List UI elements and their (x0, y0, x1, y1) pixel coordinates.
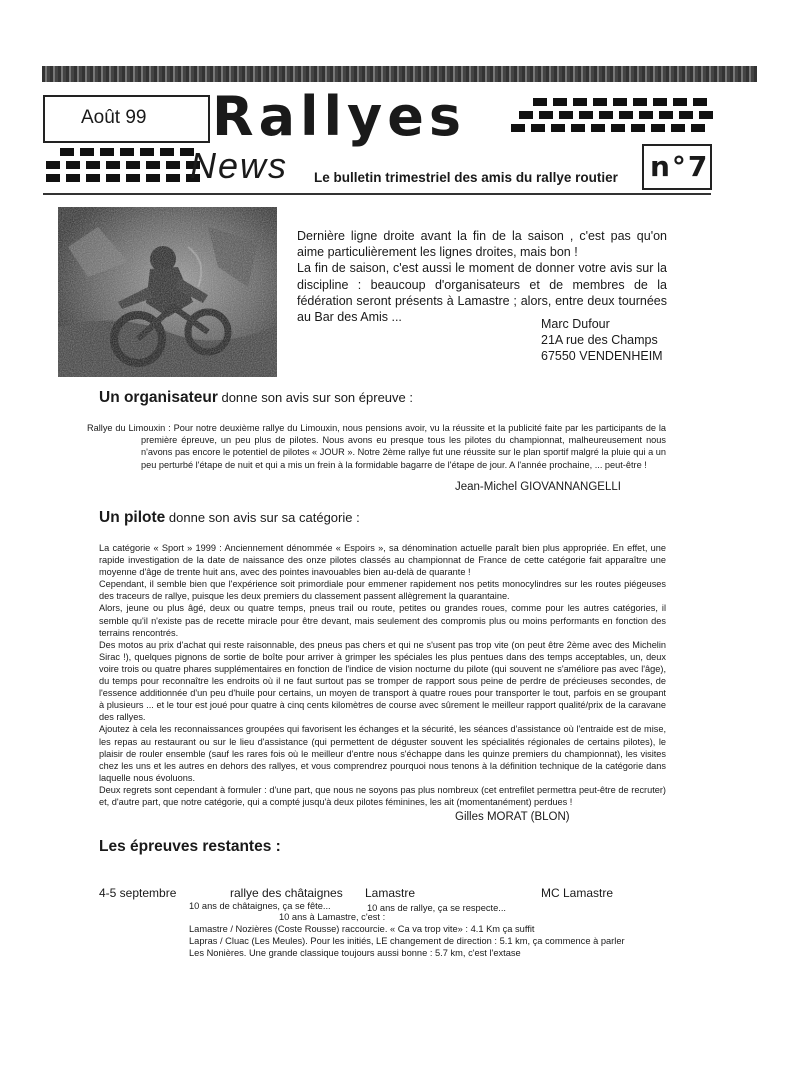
pilote-paragraph: Cependant, il semble bien que l'expérience soit primordiale pour emmener rapidement nos petits monocylindres sur les routes piégeuses des traceurs de rallye, puisque les deux premiers du classement passent allègrement la quarantaine. (99, 579, 666, 602)
address-city: 67550 VENDENHEIM (541, 349, 663, 364)
organisateur-text (87, 422, 666, 471)
pilote-heading (99, 509, 360, 527)
intro-paragraph: Dernière ligne droite avant la fin de la saison , c'est pas qu'on aime particulièrement les lignes droites, mais bon ! (297, 229, 667, 260)
checker-pattern-left (46, 148, 200, 182)
pilote-heading-bold: Un pilote (99, 509, 166, 526)
event-date: 4-5 septembre (99, 886, 177, 900)
event-note: Lapras / Cluac (Les Meules). Pour les initiés, LE changement de direction : 5.1 km, ça commence à parler (189, 936, 625, 946)
issue-number-box (642, 144, 712, 190)
pilote-paragraph: Des motos au prix d'achat qui reste raisonnable, des pneus pas chers et qui ne s'usent pas trop vite (on peut être 2ème avec des Michelin Sirac !), quelques pignons de sortie de boîte pour arriver à grimper les spéciales les plus pentues dans des temps acceptables, un, deux voire trois ou quatre phares supplémentaires en fonction de l'indice de vision nocturne du pilote (qui souvent ne s'améliore pas avec l'âge), du temps pour reconnaître les endroits où il ne faut surtout pas se tromper de rapport sous peine de perdre de précieuses secondes, de l'essence additionnée d'un peu d'huile pour certains, un moyen de transport à quatre roues pour transporter le tout, parfois en se groupant à plusieurs ... et le tour est joué pour quatre à cinq cents kilomètres de course avec sûrement le meilleur rapport qualité/prix de la caravane des rallyes. (99, 639, 666, 723)
organisateur-heading-rest: donne son avis sur son épreuve : (217, 390, 413, 405)
header-bar (42, 66, 757, 82)
organisateur-paragraph: Rallye du Limouxin : Pour notre deuxième rallye du Limouxin, nous pensions avoir, vu la réussite et la publicité faite par les participants de la première épreuve, un peu plus de pilotes. Nous avons eu presque tous les pilotes du championnat, malheureusement nous n'avons pas encore le potentiel de pilotes « JOUR ». Notre 2ème rallye fut une réussite sur le plan sportif malgré la pluie qui a un peu perturbé l'étape de nuit et qui a mis un frein à la formidable bagarre de l'étape de jour. A l'année prochaine, ... peut-être ! (87, 423, 666, 470)
issue-number: n°7 (650, 150, 710, 183)
pilote-paragraph: Ajoutez à cela les reconnaissances groupées qui favorisent les échanges et la sécurité, les séances d'assistance où l'entraide est de mise, les repas au restaurant ou sur le lieu d'assistance (qui permettent de déguster souvent les spécialités régionales de certains pilotes), le plaisir de rouler ensemble (sauf les rares fois où le meilleur d'entre nous s'échappe dans les quinze premiers du championnat), les visites chez les uns et les autres en dehors des rallyes, et vous comprendrez pourquoi nous tenons à la définition technique de la catégorie dans laquelle nous évoluons. (99, 724, 666, 783)
event-club: MC Lamastre (541, 886, 614, 900)
checker-pattern-top (511, 98, 713, 132)
pilote-text (99, 542, 666, 808)
event-note: 10 ans de châtaignes, ça se fête... (189, 901, 331, 911)
pilote-paragraph: Alors, jeune ou plus âgé, deux ou quatre temps, pneus trail ou route, petites ou grandes roues, comme pour les autres catégories, il semble qu'il n'existe pas de recette miracle pour être devant, mais seulement des compromis plus ou moins performants en fonction des terrains rencontrés. (99, 603, 666, 638)
event-note: 10 ans à Lamastre, c'est : (279, 912, 386, 922)
pilote-paragraph: Deux regrets sont cependant à formuler : d'une part, que nous ne soyons pas plus nombreux (cet entrefilet permettra peut-être de recruter) et, d'autre part, que notre catégorie, qui a compté jusqu'à deux pilotes féminines, les ait (momentanément) perdues ! (99, 784, 666, 807)
organisateur-signature: Jean-Michel GIOVANNANGELLI (455, 481, 621, 493)
event-note: Les Nonières. Une grande classique toujours aussi bonne : 5.7 km, c'est l'extase (189, 948, 521, 958)
header-divider (43, 193, 711, 195)
epreuves-heading: Les épreuves restantes : (99, 838, 281, 855)
editor-address (541, 316, 663, 365)
address-name: Marc Dufour (541, 317, 610, 331)
masthead-title: Rallyes (212, 85, 467, 148)
pilote-paragraph: La catégorie « Sport » 1999 : Anciennement dénommée « Espoirs », sa dénomination actuelle paraît bien plus appropriée. En effet, une rapide investigation de la date de naissance des onze pilotes classés au championnat de France de cette catégorie fait apparaître une moyenne d'âge de trente huit ans, avec des pointes inavouables bien au-delà de quarante ! (99, 543, 666, 578)
organisateur-heading (99, 389, 413, 407)
masthead-subtitle: News (190, 145, 289, 186)
intro-paragraph: La fin de saison, c'est aussi le moment de donner votre avis sur la discipline : beaucoup d'organisateurs et de membres de la fédération seront présents à Lamastre ; alors, entre deux tournées au Bar des Amis ... (297, 261, 667, 325)
pilote-signature: Gilles MORAT (BLON) (455, 811, 570, 823)
event-place: Lamastre (365, 886, 416, 900)
address-street: 21A rue des Champs (541, 333, 658, 348)
date-box (43, 95, 210, 143)
event-note: 10 ans de rallye, ça se respecte... (367, 903, 507, 913)
event-note: Lamastre / Nozières (Coste Rousse) raccourcie. « Ca va trop vite» : 4.1 Km ça suffit (189, 924, 535, 934)
issue-date: Août 99 (81, 107, 147, 128)
tagline: Le bulletin trimestriel des amis du rallye routier (314, 170, 618, 185)
intro-text (297, 228, 667, 325)
pilote-heading-rest: donne son avis sur sa catégorie : (165, 510, 360, 525)
organisateur-heading-bold: Un organisateur (99, 389, 218, 406)
event-name: rallye des châtaignes (230, 886, 343, 900)
motorcycle-photo (58, 207, 277, 377)
